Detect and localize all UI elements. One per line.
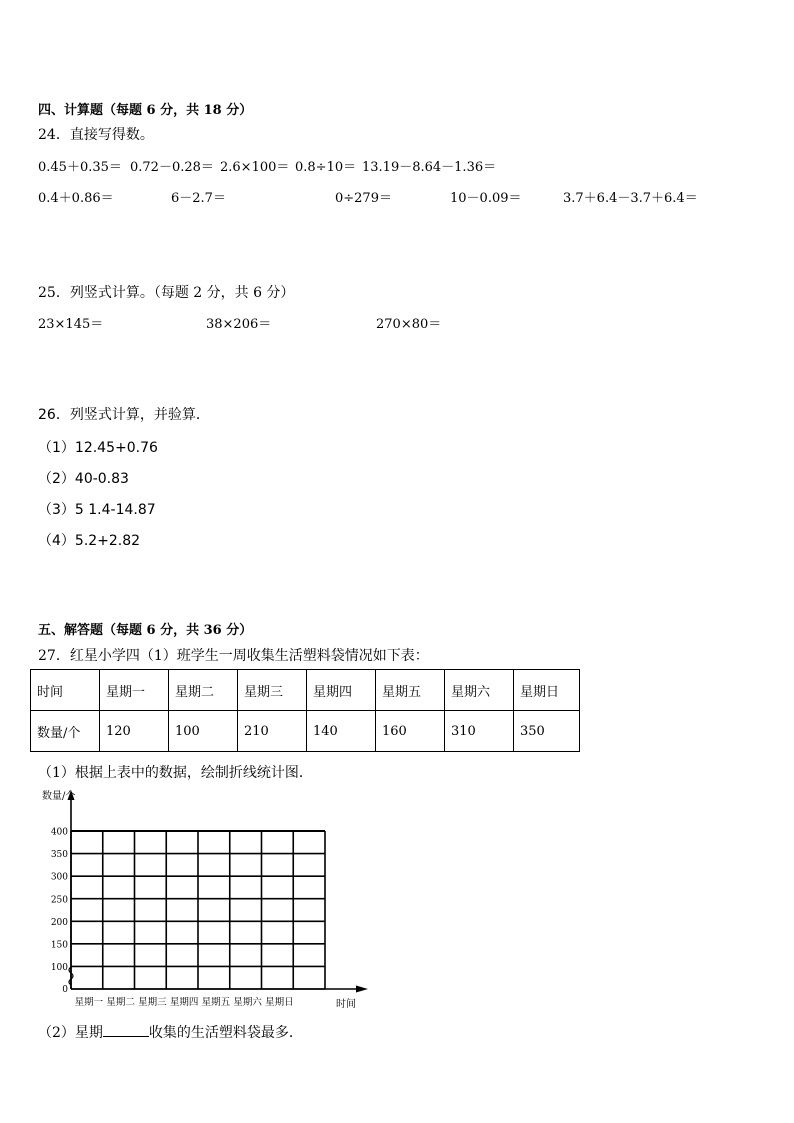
section-4-title: 四、计算题（每题 6 分，共 18 分）	[38, 103, 253, 118]
table-cell: 星期二	[169, 670, 238, 711]
x-tick-label: 星期二	[106, 997, 135, 1008]
table-cell: 120	[100, 711, 169, 752]
calc-item: 0.72－0.28＝	[130, 160, 214, 175]
table-cell: 210	[238, 711, 307, 752]
x-tick-label: 星期日	[265, 997, 294, 1008]
x-tick-label: 星期五	[201, 997, 231, 1008]
table-cell: 350	[514, 711, 580, 752]
table-row	[31, 711, 580, 752]
y-tick-label: 250	[50, 895, 68, 906]
list-item: （3）5 1.4-14.87	[38, 502, 156, 518]
calc-item: 2.6×100＝	[220, 160, 290, 175]
part-2-prefix: （2）星期	[38, 1025, 103, 1041]
y-tick-label: 350	[50, 850, 68, 861]
calc-item: 0.8÷10＝	[295, 160, 357, 175]
table-header-cell: 时间	[31, 670, 100, 711]
table-cell: 星期三	[238, 670, 307, 711]
y-tick-label: 400	[50, 827, 68, 838]
table-header-cell: 数量/个	[31, 711, 100, 752]
x-axis-label: 时间	[336, 999, 356, 1010]
table-cell: 星期六	[445, 670, 514, 711]
calc-item: 0÷279＝	[335, 191, 392, 206]
question-25-label: 25．列竖式计算。（每题 2 分，共 6 分）	[38, 285, 295, 301]
table-cell: 310	[445, 711, 514, 752]
list-item: （4）5.2+2.82	[38, 533, 141, 549]
y-tick-label: 100	[50, 963, 68, 973]
y-tick-label: 200	[50, 917, 68, 928]
table-cell: 160	[376, 711, 445, 752]
question-27-part-2	[38, 1022, 303, 1042]
x-tick-label: 星期三	[138, 997, 167, 1008]
calc-item: 270×80＝	[376, 317, 442, 332]
table-cell: 星期五	[376, 670, 445, 711]
data-table	[30, 669, 580, 752]
y-axis-label: 数量/个	[42, 791, 76, 802]
y-tick-label: 150	[50, 940, 68, 951]
x-tick-label: 星期六	[233, 997, 262, 1008]
y-tick-label: 0	[62, 985, 68, 995]
list-item: （1）12.45+0.76	[38, 440, 158, 456]
question-27-label: 27．红星小学四（1）班学生一周收集生活塑料袋情况如下表：	[38, 648, 429, 664]
table-cell: 100	[169, 711, 238, 752]
x-tick-label: 星期一	[74, 997, 104, 1008]
question-26-label: 26．列竖式计算，并验算．	[38, 407, 210, 423]
calc-item: 23×145＝	[38, 317, 104, 332]
x-axis-arrow	[356, 986, 368, 993]
table-cell: 140	[307, 711, 376, 752]
question-24-label: 24．直接写得数。	[38, 127, 154, 143]
table-cell: 星期四	[307, 670, 376, 711]
section-5-title: 五、解答题（每题 6 分，共 36 分）	[38, 623, 253, 638]
calc-item: 38×206＝	[206, 317, 272, 332]
calc-item: 10－0.09＝	[450, 191, 522, 206]
table-cell: 星期一	[100, 670, 169, 711]
list-item: （2）40-0.83	[38, 471, 129, 487]
calc-item: 0.4＋0.86＝	[38, 191, 114, 206]
y-tick-label: 300	[50, 872, 68, 883]
table-row	[31, 670, 580, 711]
part-2-suffix: 收集的生活塑料袋最多．	[148, 1025, 303, 1041]
calc-item: 0.45＋0.35＝	[38, 160, 122, 175]
calc-item: 3.7＋6.4－3.7＋6.4＝	[563, 191, 698, 206]
calc-item: 13.19－8.64－1.36＝	[362, 160, 497, 175]
answer-blank[interactable]	[103, 1023, 149, 1037]
table-cell: 星期日	[514, 670, 580, 711]
calc-item: 6－2.7＝	[171, 191, 226, 206]
x-tick-label: 星期四	[169, 997, 199, 1008]
line-chart-grid	[30, 784, 380, 1016]
question-27-part-1: （1）根据上表中的数据，绘制折线统计图．	[38, 765, 313, 781]
